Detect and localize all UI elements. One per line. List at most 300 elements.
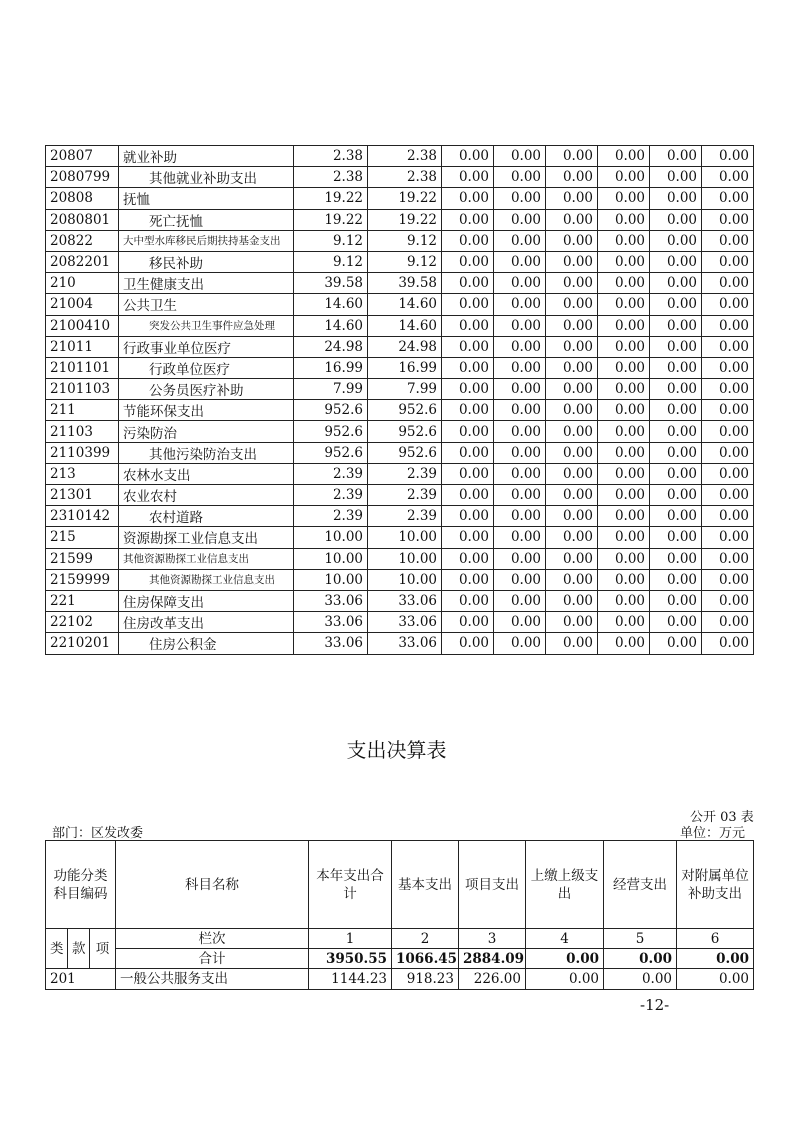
row-value: 0.00 [494, 463, 546, 484]
row-value: 0.00 [494, 569, 546, 590]
row-value: 0.00 [650, 188, 702, 209]
header-basic: 基本支出 [392, 841, 459, 929]
row-value: 0.00 [598, 251, 650, 272]
row-value: 0.00 [546, 485, 598, 506]
column-number: 3 [459, 929, 526, 949]
row-name: 公共卫生 [119, 294, 294, 315]
row-value: 0.00 [702, 485, 754, 506]
row-value: 0.00 [598, 590, 650, 611]
row-value: 19.22 [294, 188, 368, 209]
row-code: 2210201 [46, 633, 119, 654]
row-value: 9.12 [368, 230, 442, 251]
row-value: 0.00 [546, 633, 598, 654]
row-value: 0.00 [598, 315, 650, 336]
row-code: 2080801 [46, 209, 119, 230]
row-value: 2.39 [368, 463, 442, 484]
row-value: 0.00 [650, 251, 702, 272]
row-value: 2.38 [294, 167, 368, 188]
row-value: 0.00 [546, 548, 598, 569]
row-code: 21599 [46, 548, 119, 569]
row-name: 住房公积金 [119, 633, 294, 654]
row-value: 0.00 [494, 357, 546, 378]
table-row [46, 569, 754, 590]
row-value: 952.6 [294, 400, 368, 421]
row-value: 0.00 [702, 146, 754, 167]
row-name: 抚恤 [119, 188, 294, 209]
row-code: 2082201 [46, 251, 119, 272]
table-row [46, 485, 754, 506]
row-value: 9.12 [294, 251, 368, 272]
row-value: 0.00 [598, 209, 650, 230]
row-value: 0.00 [598, 336, 650, 357]
row-value: 2.38 [368, 146, 442, 167]
row-value: 0.00 [650, 357, 702, 378]
row-value: 0.00 [546, 230, 598, 251]
row-value: 2.39 [368, 506, 442, 527]
row-value: 0.00 [650, 336, 702, 357]
row-value: 0.00 [650, 379, 702, 400]
row-name: 就业补助 [119, 146, 294, 167]
row-value: 0.00 [442, 188, 494, 209]
table-row [46, 336, 754, 357]
page-number: -12- [640, 996, 670, 1014]
report-title: 支出决算表 [346, 738, 447, 762]
row-value: 0.00 [546, 209, 598, 230]
row-value: 0.00 [677, 969, 754, 990]
row-value: 0.00 [442, 336, 494, 357]
row-value: 0.00 [442, 506, 494, 527]
unit-label: 单位：万元 [680, 826, 746, 841]
header-project: 项目支出 [459, 841, 526, 929]
row-value: 16.99 [294, 357, 368, 378]
row-name: 大中型水库移民后期扶持基金支出 [119, 230, 294, 251]
row-code: 2110399 [46, 442, 119, 463]
row-name: 资源勘探工业信息支出 [119, 527, 294, 548]
header-lei: 类 [46, 929, 68, 969]
row-value: 24.98 [294, 336, 368, 357]
row-value: 0.00 [442, 548, 494, 569]
row-value: 0.00 [598, 357, 650, 378]
row-value: 0.00 [702, 336, 754, 357]
table-row [46, 146, 754, 167]
row-value: 0.00 [494, 590, 546, 611]
row-code: 2310142 [46, 506, 119, 527]
row-value: 0.00 [650, 294, 702, 315]
row-value: 2.38 [294, 146, 368, 167]
row-value: 0.00 [442, 251, 494, 272]
row-value: 0.00 [650, 315, 702, 336]
row-name: 其他就业补助支出 [119, 167, 294, 188]
row-name: 污染防治 [119, 421, 294, 442]
row-value: 0.00 [494, 188, 546, 209]
table-row [46, 167, 754, 188]
row-value: 0.00 [546, 167, 598, 188]
row-value: 0.00 [494, 273, 546, 294]
row-code: 21301 [46, 485, 119, 506]
row-value: 0.00 [650, 167, 702, 188]
row-value: 0.00 [546, 294, 598, 315]
row-value: 0.00 [598, 188, 650, 209]
row-value: 0.00 [494, 485, 546, 506]
row-value: 0.00 [442, 633, 494, 654]
table-number: 公开 03 表 [690, 810, 754, 825]
row-value: 0.00 [442, 357, 494, 378]
row-name: 住房保障支出 [119, 590, 294, 611]
row-name: 卫生健康支出 [119, 273, 294, 294]
row-value: 33.06 [368, 633, 442, 654]
row-value: 0.00 [598, 527, 650, 548]
row-value: 0.00 [546, 421, 598, 442]
row-name: 住房改革支出 [119, 612, 294, 633]
column-number: 4 [526, 929, 604, 949]
row-value: 0.00 [442, 485, 494, 506]
row-name: 死亡抚恤 [119, 209, 294, 230]
table-row [46, 209, 754, 230]
row-value: 0.00 [598, 379, 650, 400]
row-value: 0.00 [702, 294, 754, 315]
row-code: 201 [46, 969, 116, 990]
row-value: 19.22 [368, 188, 442, 209]
row-value: 0.00 [702, 273, 754, 294]
row-code: 2159999 [46, 569, 119, 590]
row-value: 918.23 [392, 969, 459, 990]
row-name: 农业农村 [119, 485, 294, 506]
row-value: 0.00 [650, 146, 702, 167]
header-kuan: 款 [68, 929, 90, 969]
header-business: 经营支出 [604, 841, 677, 929]
table-row [46, 273, 754, 294]
row-value: 0.00 [702, 400, 754, 421]
row-code: 20808 [46, 188, 119, 209]
row-value: 0.00 [598, 273, 650, 294]
row-code: 213 [46, 463, 119, 484]
row-value: 0.00 [546, 527, 598, 548]
row-value: 0.00 [494, 633, 546, 654]
row-value: 952.6 [368, 442, 442, 463]
row-value: 952.6 [368, 400, 442, 421]
total-label: 合计 [116, 949, 309, 969]
row-value: 0.00 [598, 612, 650, 633]
row-value: 0.00 [702, 379, 754, 400]
row-value: 7.99 [294, 379, 368, 400]
total-value: 2884.09 [459, 949, 526, 969]
row-name: 其他资源勘探工业信息支出 [119, 569, 294, 590]
row-value: 0.00 [494, 612, 546, 633]
row-value: 0.00 [650, 548, 702, 569]
row-value: 0.00 [650, 590, 702, 611]
row-value: 10.00 [294, 527, 368, 548]
row-value: 0.00 [494, 442, 546, 463]
row-value: 0.00 [702, 506, 754, 527]
row-code: 21103 [46, 421, 119, 442]
row-value: 33.06 [294, 590, 368, 611]
table-row [46, 442, 754, 463]
total-value: 1066.45 [392, 949, 459, 969]
row-value: 0.00 [546, 273, 598, 294]
row-value: 0.00 [702, 442, 754, 463]
row-name: 农村道路 [119, 506, 294, 527]
total-value: 0.00 [526, 949, 604, 969]
row-name: 突发公共卫生事件应急处理 [119, 315, 294, 336]
row-value: 10.00 [294, 569, 368, 590]
table-row [46, 357, 754, 378]
table-row [46, 400, 754, 421]
total-value: 0.00 [604, 949, 677, 969]
row-code: 20807 [46, 146, 119, 167]
column-label: 栏次 [116, 929, 309, 949]
row-name: 移民补助 [119, 251, 294, 272]
row-value: 2.38 [368, 167, 442, 188]
row-value: 14.60 [294, 294, 368, 315]
row-value: 10.00 [368, 548, 442, 569]
row-value: 0.00 [702, 421, 754, 442]
row-value: 0.00 [494, 421, 546, 442]
row-value: 2.39 [294, 463, 368, 484]
row-value: 0.00 [650, 230, 702, 251]
row-code: 2080799 [46, 167, 119, 188]
table-row [46, 463, 754, 484]
row-value: 0.00 [598, 633, 650, 654]
row-value: 0.00 [442, 612, 494, 633]
row-value: 0.00 [650, 527, 702, 548]
row-value: 0.00 [650, 442, 702, 463]
row-code: 2101101 [46, 357, 119, 378]
row-value: 0.00 [598, 506, 650, 527]
row-value: 0.00 [546, 251, 598, 272]
table-row [46, 506, 754, 527]
row-value: 2.39 [294, 485, 368, 506]
row-value: 0.00 [526, 969, 604, 990]
column-number: 5 [604, 929, 677, 949]
row-code: 211 [46, 400, 119, 421]
row-value: 0.00 [702, 209, 754, 230]
table-row [46, 527, 754, 548]
row-value: 14.60 [368, 294, 442, 315]
row-value: 952.6 [368, 421, 442, 442]
row-name: 其他污染防治支出 [119, 442, 294, 463]
row-value: 0.00 [494, 146, 546, 167]
row-value: 0.00 [650, 633, 702, 654]
table-row [46, 188, 754, 209]
total-value: 3950.55 [309, 949, 392, 969]
row-value: 0.00 [442, 463, 494, 484]
row-value: 2.39 [368, 485, 442, 506]
row-value: 226.00 [459, 969, 526, 990]
row-value: 0.00 [442, 230, 494, 251]
row-value: 24.98 [368, 336, 442, 357]
row-value: 0.00 [442, 569, 494, 590]
column-number: 6 [677, 929, 754, 949]
row-name: 行政事业单位医疗 [119, 336, 294, 357]
row-value: 0.00 [604, 969, 677, 990]
row-value: 14.60 [294, 315, 368, 336]
row-code: 2101103 [46, 379, 119, 400]
table-row [46, 251, 754, 272]
row-value: 19.22 [368, 209, 442, 230]
column-number: 1 [309, 929, 392, 949]
row-value: 0.00 [650, 400, 702, 421]
row-value: 0.00 [702, 167, 754, 188]
row-value: 0.00 [598, 485, 650, 506]
row-value: 33.06 [294, 612, 368, 633]
row-value: 0.00 [442, 167, 494, 188]
row-value: 10.00 [368, 569, 442, 590]
row-code: 221 [46, 590, 119, 611]
row-name: 农林水支出 [119, 463, 294, 484]
row-value: 0.00 [546, 590, 598, 611]
row-value: 10.00 [368, 527, 442, 548]
header-upper: 上缴上级支出 [526, 841, 604, 929]
total-value: 0.00 [677, 949, 754, 969]
row-value: 14.60 [368, 315, 442, 336]
row-value: 0.00 [494, 167, 546, 188]
row-value: 0.00 [494, 209, 546, 230]
row-value: 0.00 [702, 633, 754, 654]
row-value: 33.06 [368, 612, 442, 633]
row-code: 215 [46, 527, 119, 548]
row-value: 0.00 [494, 527, 546, 548]
row-value: 9.12 [294, 230, 368, 251]
row-value: 0.00 [650, 485, 702, 506]
row-value: 33.06 [368, 590, 442, 611]
row-value: 0.00 [702, 548, 754, 569]
table-row [46, 294, 754, 315]
row-value: 0.00 [702, 251, 754, 272]
row-value: 952.6 [294, 442, 368, 463]
table-row [46, 315, 754, 336]
row-value: 0.00 [494, 400, 546, 421]
column-number: 2 [392, 929, 459, 949]
row-value: 0.00 [546, 146, 598, 167]
row-value: 0.00 [546, 315, 598, 336]
row-value: 0.00 [442, 273, 494, 294]
header-code: 功能分类科目编码 [46, 841, 116, 929]
table-row [46, 421, 754, 442]
table-row [46, 590, 754, 611]
row-value: 0.00 [650, 569, 702, 590]
expenditure-table [45, 840, 754, 990]
table-row [46, 379, 754, 400]
row-value: 0.00 [598, 400, 650, 421]
row-value: 1144.23 [309, 969, 392, 990]
row-value: 0.00 [598, 548, 650, 569]
row-value: 0.00 [494, 230, 546, 251]
row-value: 0.00 [650, 209, 702, 230]
header-total: 本年支出合计 [309, 841, 392, 929]
row-code: 2100410 [46, 315, 119, 336]
row-value: 0.00 [494, 251, 546, 272]
row-value: 0.00 [650, 506, 702, 527]
row-value: 0.00 [702, 188, 754, 209]
row-value: 0.00 [702, 230, 754, 251]
row-code: 20822 [46, 230, 119, 251]
row-value: 0.00 [598, 569, 650, 590]
row-value: 0.00 [650, 421, 702, 442]
row-code: 22102 [46, 612, 119, 633]
row-value: 0.00 [442, 421, 494, 442]
row-value: 0.00 [442, 146, 494, 167]
row-value: 0.00 [702, 357, 754, 378]
row-value: 0.00 [546, 188, 598, 209]
row-value: 0.00 [494, 548, 546, 569]
department-label: 部门：区发改委 [52, 826, 144, 841]
row-value: 0.00 [650, 463, 702, 484]
row-value: 952.6 [294, 421, 368, 442]
row-code: 210 [46, 273, 119, 294]
header-subsidy: 对附属单位补助支出 [677, 841, 754, 929]
row-value: 0.00 [442, 442, 494, 463]
row-value: 0.00 [442, 379, 494, 400]
row-value: 0.00 [442, 527, 494, 548]
row-value: 0.00 [442, 315, 494, 336]
row-value: 0.00 [546, 379, 598, 400]
row-value: 0.00 [546, 612, 598, 633]
row-value: 0.00 [598, 167, 650, 188]
header-xiang: 项 [90, 929, 116, 969]
row-value: 0.00 [598, 230, 650, 251]
row-value: 0.00 [702, 612, 754, 633]
row-value: 7.99 [368, 379, 442, 400]
row-value: 0.00 [702, 590, 754, 611]
row-value: 0.00 [650, 612, 702, 633]
row-value: 16.99 [368, 357, 442, 378]
row-value: 0.00 [546, 463, 598, 484]
row-value: 0.00 [442, 590, 494, 611]
row-value: 2.39 [294, 506, 368, 527]
table-row [46, 612, 754, 633]
row-value: 10.00 [294, 548, 368, 569]
row-value: 0.00 [442, 400, 494, 421]
row-value: 0.00 [598, 421, 650, 442]
row-value: 39.58 [368, 273, 442, 294]
row-value: 0.00 [442, 294, 494, 315]
row-value: 0.00 [598, 442, 650, 463]
row-name: 节能环保支出 [119, 400, 294, 421]
table-row [46, 548, 754, 569]
row-value: 0.00 [702, 569, 754, 590]
row-name: 公务员医疗补助 [119, 379, 294, 400]
row-value: 0.00 [702, 527, 754, 548]
row-value: 0.00 [442, 209, 494, 230]
row-value: 19.22 [294, 209, 368, 230]
row-value: 0.00 [546, 506, 598, 527]
row-value: 0.00 [702, 315, 754, 336]
row-value: 0.00 [494, 315, 546, 336]
row-value: 0.00 [702, 463, 754, 484]
row-name: 一般公共服务支出 [116, 969, 309, 990]
row-code: 21011 [46, 336, 119, 357]
table-row [46, 230, 754, 251]
continued-expenditure-table [45, 145, 754, 655]
row-value: 39.58 [294, 273, 368, 294]
row-value: 0.00 [546, 336, 598, 357]
row-value: 0.00 [598, 463, 650, 484]
row-value: 0.00 [494, 336, 546, 357]
row-value: 9.12 [368, 251, 442, 272]
row-value: 0.00 [546, 442, 598, 463]
table-row [46, 633, 754, 654]
row-name: 其他资源勘探工业信息支出 [119, 548, 294, 569]
row-code: 21004 [46, 294, 119, 315]
row-name: 行政单位医疗 [119, 357, 294, 378]
row-value: 0.00 [546, 569, 598, 590]
row-value: 33.06 [294, 633, 368, 654]
row-value: 0.00 [546, 357, 598, 378]
header-name: 科目名称 [116, 841, 309, 929]
row-value: 0.00 [598, 294, 650, 315]
row-value: 0.00 [598, 146, 650, 167]
row-value: 0.00 [546, 400, 598, 421]
